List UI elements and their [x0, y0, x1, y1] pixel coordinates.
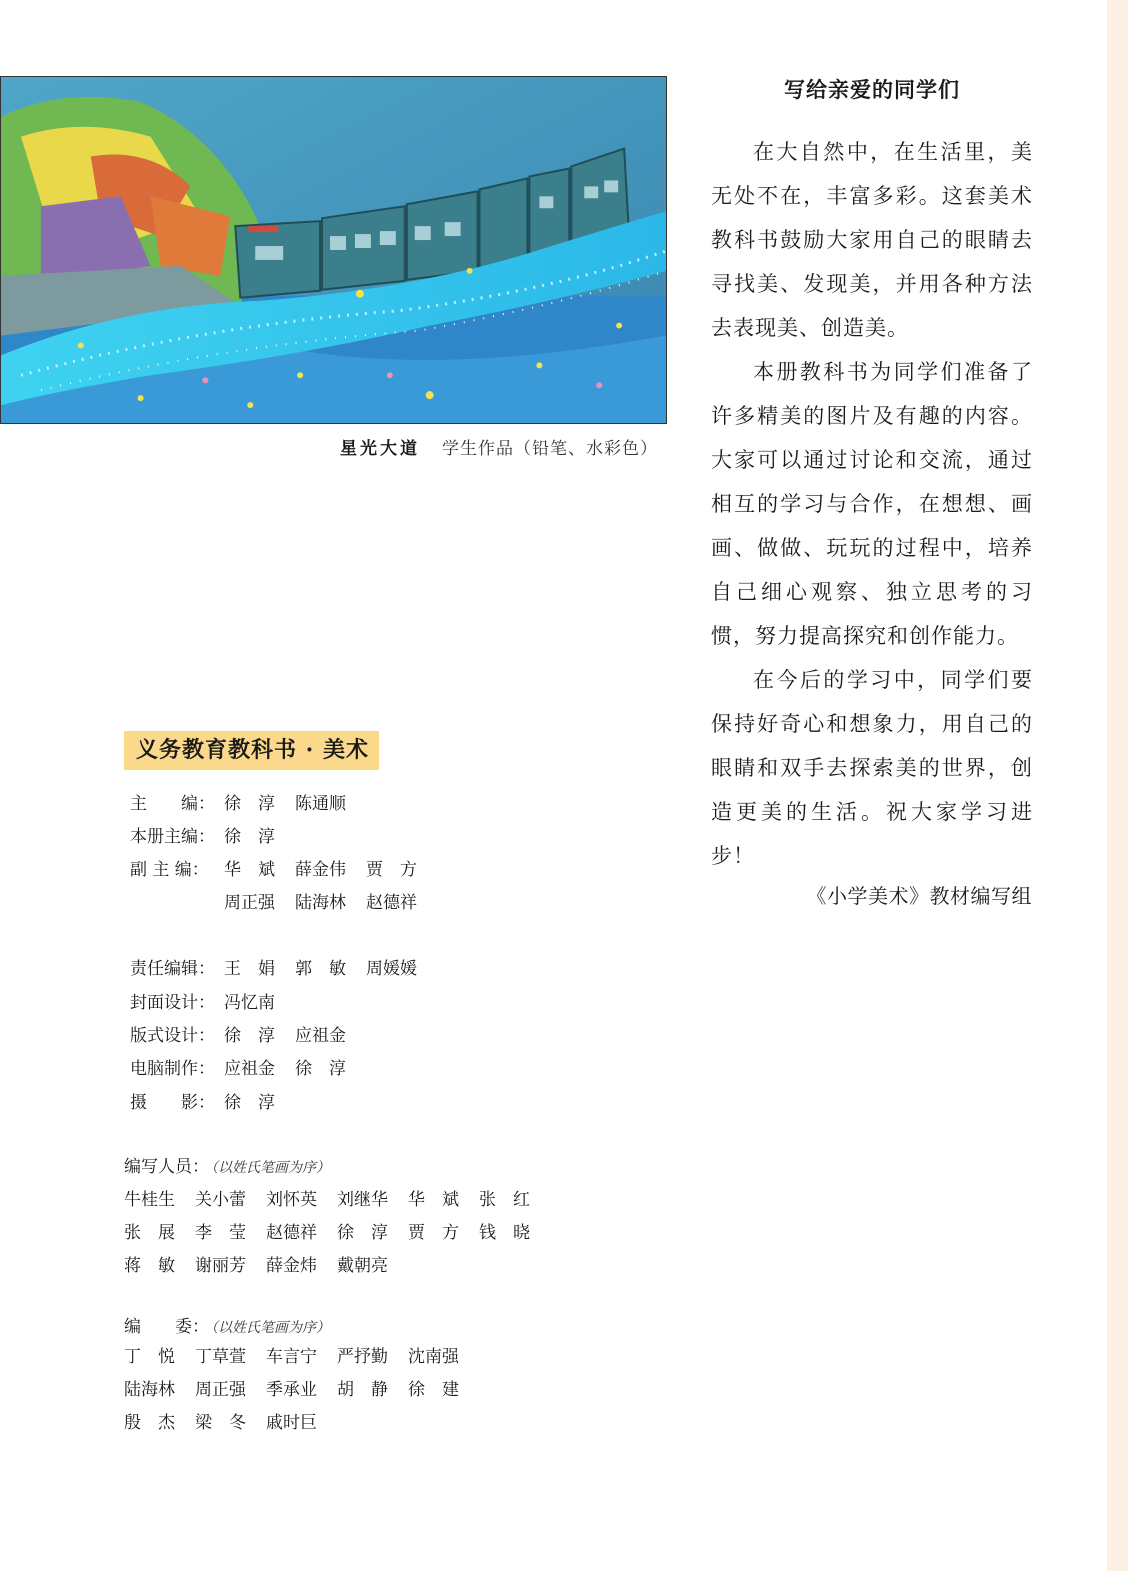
- person-name: 张 红: [479, 1190, 530, 1210]
- letter-title: 写给亲爱的同学们: [784, 78, 960, 102]
- person-name: 车言宁: [266, 1347, 317, 1367]
- letter-body: [711, 130, 1033, 878]
- painting-subtitle: 学生作品（铅笔、水彩色）: [442, 439, 658, 459]
- page-edge-strip: [1107, 0, 1128, 1571]
- credit-row: [130, 958, 437, 980]
- student-painting: [0, 76, 667, 424]
- person-name: 关小蕾: [195, 1190, 246, 1210]
- person-name: 徐 建: [408, 1380, 459, 1400]
- person-name: 应祖金: [295, 1026, 346, 1046]
- person-name: 赵德祥: [266, 1223, 317, 1243]
- credit-label: 主 编：: [130, 794, 215, 814]
- credit-label: 电脑制作：: [130, 1059, 215, 1079]
- committee-line: [124, 1379, 479, 1401]
- credit-names: [224, 1025, 366, 1047]
- credit-names: [224, 859, 437, 881]
- person-name: 徐 淳: [224, 1093, 275, 1113]
- writers-heading: [124, 1152, 330, 1177]
- person-name: 刘怀英: [266, 1190, 317, 1210]
- person-name: 陆海林: [295, 893, 346, 913]
- credit-label: [130, 892, 224, 914]
- credit-row: [130, 992, 295, 1014]
- credit-label: 副 主 编：: [130, 860, 209, 880]
- person-name: 陈通顺: [295, 794, 346, 814]
- person-name: 徐 淳: [224, 827, 275, 847]
- person-name: 蒋 敏: [124, 1256, 175, 1276]
- committee-heading: [124, 1312, 330, 1337]
- painting-caption: [340, 434, 658, 459]
- person-name: 谢丽芳: [195, 1256, 246, 1276]
- credit-row: [130, 1092, 295, 1114]
- person-name: 陆海林: [124, 1380, 175, 1400]
- credit-row: [130, 859, 437, 881]
- writers-order-note: （以姓氏笔画为序）: [211, 1160, 330, 1176]
- person-name: 戚时巨: [266, 1413, 317, 1433]
- person-name: 薛金炜: [266, 1256, 317, 1276]
- person-name: 丁草萱: [195, 1347, 246, 1367]
- writers-line: [124, 1189, 550, 1211]
- credit-label: 版式设计：: [130, 1026, 215, 1046]
- letter-paragraph: 在今后的学习中，同学们要保持好奇心和想象力，用自己的眼睛和双手去探索美的世界，创造更美的生活。祝大家学习进步！: [711, 668, 1033, 868]
- credit-names: [224, 793, 366, 815]
- person-name: 应祖金: [224, 1059, 275, 1079]
- credit-label: 本册主编：: [130, 827, 215, 847]
- credit-label: 摄 影：: [130, 1093, 215, 1113]
- credit-row: [130, 892, 437, 914]
- person-name: 刘继华: [337, 1190, 388, 1210]
- person-name: 华 斌: [224, 860, 275, 880]
- person-name: 殷 杰: [124, 1413, 175, 1433]
- credit-names: [224, 958, 437, 980]
- person-name: 徐 淳: [295, 1059, 346, 1079]
- credit-names: [224, 1092, 295, 1114]
- person-name: 周正强: [224, 893, 275, 913]
- person-name: 周正强: [195, 1380, 246, 1400]
- committee-line: [124, 1412, 337, 1434]
- person-name: 周媛媛: [366, 959, 417, 979]
- person-name: 严抒勤: [337, 1347, 388, 1367]
- person-name: 华 斌: [408, 1190, 459, 1210]
- person-name: 沈南强: [408, 1347, 459, 1367]
- book-title-banner: 义务教育教科书 · 美术: [124, 731, 379, 770]
- person-name: 赵德祥: [366, 893, 417, 913]
- person-name: 贾 方: [366, 860, 417, 880]
- person-name: 李 莹: [195, 1223, 246, 1243]
- credit-names: [224, 992, 295, 1014]
- person-name: 徐 淳: [224, 1026, 275, 1046]
- person-name: 牛桂生: [124, 1190, 175, 1210]
- person-name: 季承业: [266, 1380, 317, 1400]
- person-name: 钱 晓: [479, 1223, 530, 1243]
- person-name: 徐 淳: [224, 794, 275, 814]
- letter-paragraph: 本册教科书为同学们准备了许多精美的图片及有趣的内容。大家可以通过讨论和交流，通过相互的学习与合作，在想想、画画、做做、玩玩的过程中，培养自己细心观察、独立思考的习惯，努力提高探究和创作能力。: [711, 360, 1033, 648]
- letter-paragraph: 在大自然中，在生活里，美无处不在，丰富多彩。这套美术教科书鼓励大家用自己的眼睛去寻找美、发现美，并用各种方法去表现美、创造美。: [711, 140, 1033, 340]
- person-name: 郭 敏: [295, 959, 346, 979]
- person-name: 冯忆南: [224, 993, 275, 1013]
- credit-names: [224, 826, 295, 848]
- committee-line: [124, 1346, 479, 1368]
- credit-names: [224, 1058, 366, 1080]
- letter-signature: 《小学美术》教材编写组: [806, 884, 1032, 908]
- writers-label: 编写人员：: [124, 1157, 209, 1177]
- person-name: 贾 方: [408, 1223, 459, 1243]
- credit-row: [130, 1058, 366, 1080]
- person-name: 戴朝亮: [337, 1256, 388, 1276]
- writers-line: [124, 1255, 408, 1277]
- committee-label: 编 委：: [124, 1317, 209, 1337]
- writers-line: [124, 1222, 550, 1244]
- credit-row: [130, 793, 366, 815]
- person-name: 胡 静: [337, 1380, 388, 1400]
- credit-row: [130, 1025, 366, 1047]
- person-name: 张 展: [124, 1223, 175, 1243]
- committee-order-note: （以姓氏笔画为序）: [211, 1320, 330, 1336]
- person-name: 徐 淳: [337, 1223, 388, 1243]
- person-name: 丁 悦: [124, 1347, 175, 1367]
- credit-names: [224, 892, 437, 914]
- credit-label: 封面设计：: [130, 993, 215, 1013]
- credit-row: [130, 826, 295, 848]
- person-name: 梁 冬: [195, 1413, 246, 1433]
- person-name: 薛金伟: [295, 860, 346, 880]
- painting-title: 星光大道: [340, 439, 420, 459]
- credit-label: 责任编辑：: [130, 959, 215, 979]
- painting-illustration: [1, 77, 666, 423]
- person-name: 王 娟: [224, 959, 275, 979]
